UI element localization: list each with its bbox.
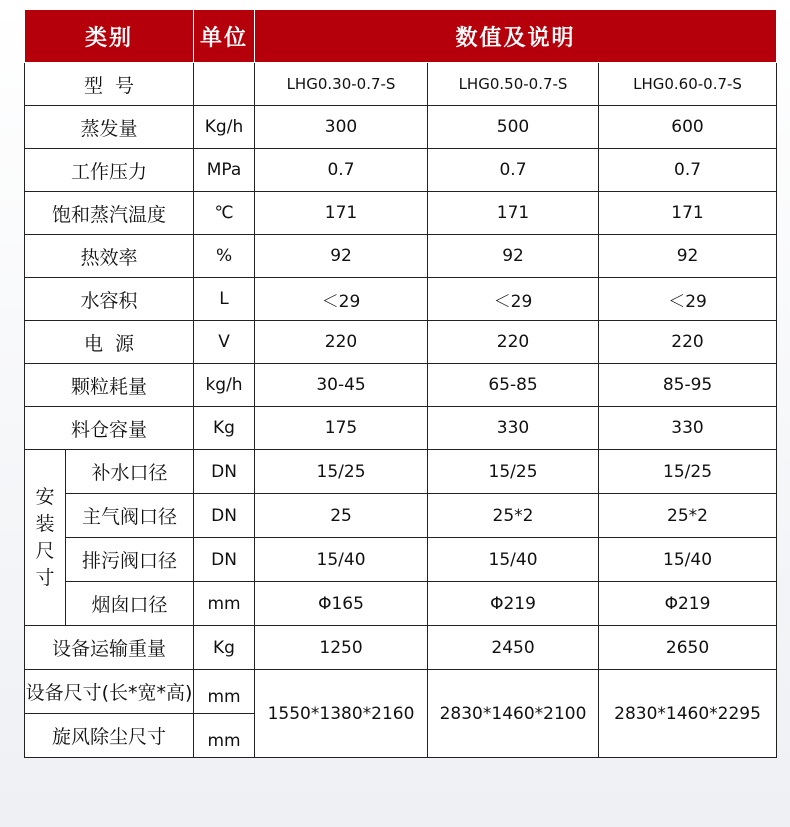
row-label: 主气阀口径: [66, 494, 194, 538]
row-label: 电 源: [25, 321, 194, 364]
value-cell: 0.7: [255, 149, 428, 192]
value-cell: ＜29: [255, 278, 428, 321]
row-label: 热效率: [25, 235, 194, 278]
value-cell: Φ165: [255, 582, 428, 626]
table-row: [25, 278, 777, 321]
row-unit: DN: [194, 494, 255, 538]
row-label: 颗粒耗量: [25, 364, 194, 407]
row-unit: %: [194, 235, 255, 278]
value-cell: 2830*1460*2295: [599, 670, 777, 758]
spec-table: [24, 9, 777, 758]
value-cell: 220: [599, 321, 777, 364]
value-cell: 15/40: [255, 538, 428, 582]
row-label: 设备尺寸(长*宽*高): [25, 670, 194, 714]
header-category: 类别: [25, 10, 194, 63]
value-cell: 175: [255, 407, 428, 450]
row-unit: mm: [194, 670, 255, 714]
value-cell: 92: [428, 235, 599, 278]
row-unit: V: [194, 321, 255, 364]
table-row: [25, 582, 777, 626]
table-row: [25, 321, 777, 364]
value-cell: 15/25: [428, 450, 599, 494]
value-cell: 25*2: [428, 494, 599, 538]
row-unit: L: [194, 278, 255, 321]
row-label: 料仓容量: [25, 407, 194, 450]
value-cell: 1550*1380*2160: [255, 670, 428, 758]
install-group-char: 尺: [35, 539, 55, 562]
row-label: 型 号: [25, 63, 194, 106]
model-cell: LHG0.60-0.7-S: [599, 63, 777, 106]
value-cell: 220: [255, 321, 428, 364]
row-unit: mm: [194, 582, 255, 626]
value-cell: 65-85: [428, 364, 599, 407]
row-unit: [194, 63, 255, 106]
value-cell: 500: [428, 106, 599, 149]
value-cell: 171: [428, 192, 599, 235]
value-cell: 2650: [599, 626, 777, 670]
table-row: [25, 63, 777, 106]
value-cell: 92: [255, 235, 428, 278]
header-values: 数值及说明: [255, 10, 777, 63]
row-unit: kg/h: [194, 364, 255, 407]
value-cell: Φ219: [599, 582, 777, 626]
value-cell: 2450: [428, 626, 599, 670]
row-unit: mm: [194, 714, 255, 758]
value-cell: 600: [599, 106, 777, 149]
value-cell: 1250: [255, 626, 428, 670]
value-cell: 85-95: [599, 364, 777, 407]
row-label: 蒸发量: [25, 106, 194, 149]
model-cell: LHG0.50-0.7-S: [428, 63, 599, 106]
value-cell: 0.7: [428, 149, 599, 192]
table-row: [25, 149, 777, 192]
table-row: [25, 407, 777, 450]
value-cell: Φ219: [428, 582, 599, 626]
row-label: 补水口径: [66, 450, 194, 494]
value-cell: ＜29: [599, 278, 777, 321]
table-row: [25, 670, 777, 714]
row-label: 工作压力: [25, 149, 194, 192]
row-unit: Kg/h: [194, 106, 255, 149]
value-cell: 15/40: [599, 538, 777, 582]
row-unit: MPa: [194, 149, 255, 192]
table-row: [25, 538, 777, 582]
row-label: 饱和蒸汽温度: [25, 192, 194, 235]
install-group-char: 安: [35, 485, 55, 508]
value-cell: 220: [428, 321, 599, 364]
value-cell: 171: [255, 192, 428, 235]
row-unit: ℃: [194, 192, 255, 235]
value-cell: 171: [599, 192, 777, 235]
table-row: [25, 450, 777, 494]
value-cell: 330: [599, 407, 777, 450]
value-cell: 2830*1460*2100: [428, 670, 599, 758]
row-label: 旋风除尘尺寸: [25, 714, 194, 758]
value-cell: 15/25: [599, 450, 777, 494]
value-cell: 25: [255, 494, 428, 538]
table-row: [25, 494, 777, 538]
row-unit: Kg: [194, 626, 255, 670]
table-row: [25, 106, 777, 149]
value-cell: 92: [599, 235, 777, 278]
install-group-label: [25, 450, 66, 626]
value-cell: ＜29: [428, 278, 599, 321]
row-unit: DN: [194, 538, 255, 582]
table-row: [25, 235, 777, 278]
value-cell: 300: [255, 106, 428, 149]
value-cell: 0.7: [599, 149, 777, 192]
value-cell: 25*2: [599, 494, 777, 538]
row-label: 水容积: [25, 278, 194, 321]
table-row: [25, 364, 777, 407]
row-label: 烟囱口径: [66, 582, 194, 626]
value-cell: 330: [428, 407, 599, 450]
install-group-char: 装: [35, 512, 55, 535]
install-group-char: 寸: [35, 566, 55, 589]
row-unit: Kg: [194, 407, 255, 450]
header-row: [25, 10, 777, 63]
row-unit: DN: [194, 450, 255, 494]
table-row: [25, 626, 777, 670]
row-label: 排污阀口径: [66, 538, 194, 582]
row-label: 设备运输重量: [25, 626, 194, 670]
model-cell: LHG0.30-0.7-S: [255, 63, 428, 106]
header-unit: 单位: [194, 10, 255, 63]
value-cell: 15/40: [428, 538, 599, 582]
table-row: [25, 192, 777, 235]
value-cell: 30-45: [255, 364, 428, 407]
value-cell: 15/25: [255, 450, 428, 494]
